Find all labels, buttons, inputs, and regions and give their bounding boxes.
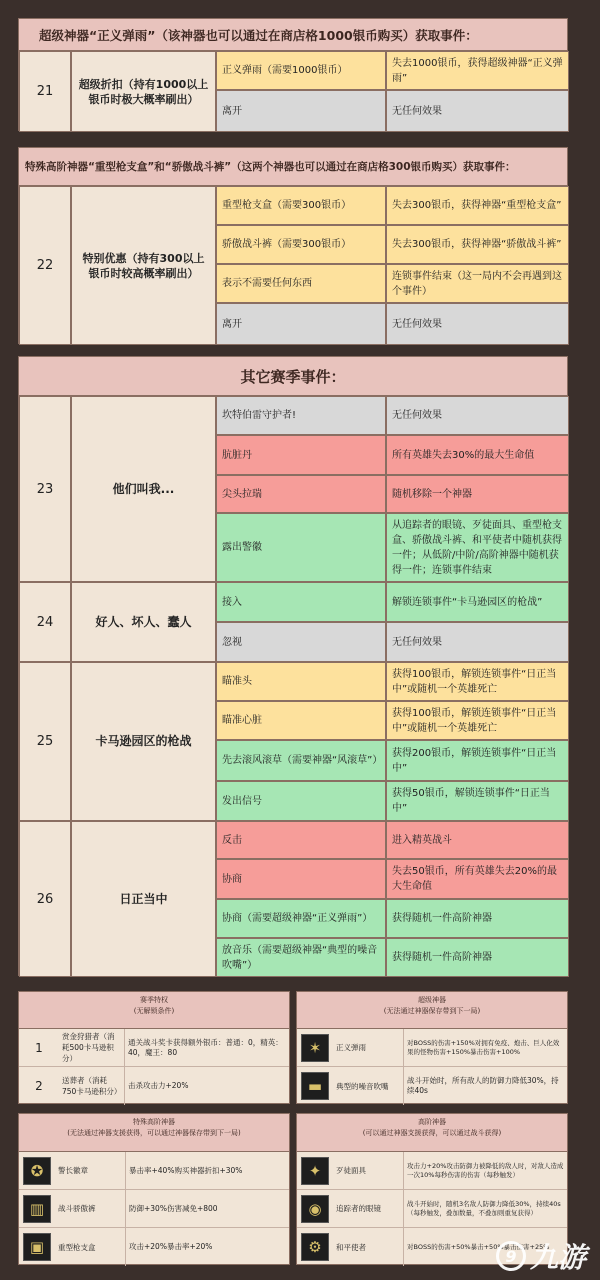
section-special-artifact [18, 147, 568, 344]
result-cell: 所有英雄失去30%的最大生命值 [386, 435, 569, 475]
artifact-row [19, 1228, 289, 1266]
result-cell: 获得随机一件高阶神器 [386, 899, 569, 938]
event-number: 24 [19, 582, 71, 662]
artifact-effect: 战斗开始时，随机3名敌人防御力降低30%，持续40s（每秒触发，叠加数量，不叠加则重复获得） [403, 1190, 567, 1227]
watermark-logo-icon: 9 [496, 1241, 526, 1271]
result-cell: 随机移除一个神器 [386, 475, 569, 513]
perk-index: 1 [35, 1040, 43, 1055]
artifact-name: 歹徒面具 [336, 1166, 366, 1175]
perk-name: 赏金狩猎者（消耗500卡马逊积分） [62, 1032, 115, 1063]
section-super-artifact [18, 18, 568, 131]
event-number: 26 [19, 821, 71, 977]
option-cell: 发出信号 [216, 781, 386, 821]
panel-title: 高阶神器 [418, 1118, 446, 1126]
artifact-name: 追踪者的眼镜 [336, 1204, 381, 1213]
event-name: 特别优惠（持有300以上银币时较高概率刷出） [71, 186, 216, 345]
event-name: 日正当中 [71, 821, 216, 977]
panel-subtitle: (无法通过神器支援获得，可以通过神器保存带到下一局) [67, 1129, 241, 1137]
result-cell: 失去50银币，所有英雄失去20%的最大生命值 [386, 859, 569, 899]
season-perks-panel [18, 991, 290, 1104]
option-cell: 肮脏丹 [216, 435, 386, 475]
perk-row [19, 1029, 289, 1067]
result-cell: 无任何效果 [386, 303, 569, 345]
panel-header [297, 992, 567, 1029]
panel-title: 超级神器 [418, 996, 446, 1004]
battle-pants-icon: ▥ [23, 1195, 51, 1223]
harmonica-icon: ▬ [301, 1072, 329, 1100]
section-title: 特殊高阶神器“重型枪支盒”和“骄傲战斗裤”（这两个神器也可以通过在商店格300银币购买）获取事件： [19, 148, 567, 186]
panel-header [19, 992, 289, 1029]
watermark [496, 1236, 586, 1276]
event-number: 23 [19, 396, 71, 582]
option-cell: 放音乐（需要超级神器“典型的噪音吹嘴”） [216, 938, 386, 977]
panel-subtitle: (无法通过神器保存带到下一局) [383, 1007, 481, 1015]
result-cell: 获得100银币，解锁连锁事件“日正当中”或随机一个英雄死亡 [386, 662, 569, 701]
artifact-row [297, 1067, 567, 1105]
option-cell: 协商 [216, 859, 386, 899]
result-cell: 失去300银币，获得神器“骄傲战斗裤” [386, 225, 569, 264]
option-cell: 骄傲战斗裤（需要300银币） [216, 225, 386, 264]
gun-case-icon: ▣ [23, 1233, 51, 1261]
option-cell: 瞄准心脏 [216, 701, 386, 740]
perk-index: 2 [35, 1079, 43, 1093]
section-title: 其它赛季事件： [19, 357, 567, 396]
option-cell: 接入 [216, 582, 386, 622]
tracker-glasses-icon: ◉ [301, 1195, 329, 1223]
artifact-row [19, 1190, 289, 1228]
option-cell: 反击 [216, 821, 386, 859]
section-season-events [18, 356, 568, 976]
artifact-effect: 对BOSS的伤害+150%对拥有免疫、炮击、巨人化效果的怪物伤害+150%暴击伤害+100% [403, 1029, 567, 1066]
artifact-effect: 攻击+20%暴击率+20% [125, 1228, 289, 1266]
result-cell: 获得100银币，解锁连锁事件“日正当中”或随机一个英雄死亡 [386, 701, 569, 740]
result-cell: 无任何效果 [386, 396, 569, 435]
panel-subtitle: (可以通过神器支援获得，可以通过战斗获得) [362, 1129, 502, 1137]
result-cell: 进入精英战斗 [386, 821, 569, 859]
event-number: 22 [19, 186, 71, 345]
perk-row [19, 1067, 289, 1105]
bullet-rain-icon: ✶ [301, 1034, 329, 1062]
artifact-effect: 战斗开始时，所有敌人的防御力降低30%，持续40s [403, 1067, 567, 1105]
result-cell: 从追踪者的眼镜、歹徒面具、重型枪支盒、骄傲战斗裤、和平使者中随机获得一件；从低阶/中阶/高阶神器中随机获得一件；连锁事件结束 [386, 513, 569, 582]
artifact-effect: 对BOSS的伤害+50%暴击+50%暴击伤害+25% [403, 1228, 567, 1266]
option-cell: 露出警徽 [216, 513, 386, 582]
result-cell: 失去300银币，获得神器“重型枪支盒” [386, 186, 569, 225]
option-cell: 尖头拉瑞 [216, 475, 386, 513]
result-cell: 无任何效果 [386, 622, 569, 662]
artifact-row [297, 1029, 567, 1067]
option-cell: 离开 [216, 303, 386, 345]
artifact-row [297, 1152, 567, 1190]
artifact-row [19, 1152, 289, 1190]
event-name: 卡马逊园区的枪战 [71, 662, 216, 821]
artifact-row [297, 1190, 567, 1228]
artifact-name: 正义弹雨 [336, 1043, 366, 1052]
artifact-name: 和平使者 [336, 1242, 366, 1252]
panel-header [19, 1114, 289, 1152]
option-cell: 正义弹雨（需要1000银币） [216, 51, 386, 90]
panel-subtitle: (无解锁条件) [133, 1007, 175, 1015]
option-cell: 忽视 [216, 622, 386, 662]
event-name: 超级折扣（持有1000以上银币时极大概率刷出） [71, 51, 216, 132]
result-cell: 获得50银币，解锁连锁事件“日正当中” [386, 781, 569, 821]
option-cell: 重型枪支盒（需要300银币） [216, 186, 386, 225]
result-cell: 获得随机一件高阶神器 [386, 938, 569, 977]
artifact-name: 典型的噪音吹嘴 [336, 1081, 389, 1091]
result-cell: 解锁连锁事件“卡马逊园区的枪战” [386, 582, 569, 622]
special-artifacts-panel [18, 1113, 290, 1265]
event-name: 好人、坏人、蠢人 [71, 582, 216, 662]
peacemaker-revolver-icon: ⚙ [301, 1233, 329, 1261]
result-cell: 失去1000银币，获得超级神器“正义弹雨” [386, 51, 569, 90]
event-name: 他们叫我... [71, 396, 216, 582]
option-cell: 离开 [216, 90, 386, 132]
super-artifacts-panel [296, 991, 568, 1104]
option-cell: 先去滚风滚草（需要神器“风滚草”） [216, 740, 386, 781]
result-cell: 获得200银币，解锁连锁事件“日正当中” [386, 740, 569, 781]
artifact-effect: 防御+30%伤害减免+800 [125, 1190, 289, 1227]
event-number: 25 [19, 662, 71, 821]
option-cell: 坎特伯雷守护者! [216, 396, 386, 435]
section-title: 超级神器“正义弹雨”（该神器也可以通过在商店格1000银币购买）获取事件： [19, 19, 567, 51]
artifact-effect: 暴击率+40%购买神器折扣+30% [125, 1152, 289, 1189]
option-cell: 协商（需要超级神器“正义弹雨”） [216, 899, 386, 938]
panel-title: 赛季特权 [140, 996, 168, 1004]
bandit-mask-icon: ✦ [301, 1157, 329, 1185]
result-cell: 连锁事件结束（这一局内不会再遇到这个事件） [386, 264, 569, 303]
watermark-text: 九游 [529, 1241, 586, 1274]
artifact-name: 警长徽章 [58, 1166, 88, 1175]
artifact-effect: 攻击力+20%攻击防御力被降低的敌人时，对敌人造成一次10%每秒伤害的伤害（每秒触发） [403, 1152, 567, 1189]
perk-effect: 通关战斗奖卡获得额外银币：普通：0，精英：40，魔王：80 [124, 1029, 289, 1066]
perk-effect: 击杀攻击力+20% [124, 1067, 289, 1105]
panel-title: 特殊高阶神器 [133, 1118, 175, 1126]
sheriff-badge-icon: ✪ [23, 1157, 51, 1185]
perk-name: 送葬者（消耗750卡马逊积分） [62, 1076, 122, 1096]
event-number: 21 [19, 51, 71, 132]
panel-header [297, 1114, 567, 1152]
artifact-name: 重型枪支盒 [58, 1242, 96, 1252]
option-cell: 表示不需要任何东西 [216, 264, 386, 303]
artifact-name: 战斗骄傲裤 [58, 1204, 96, 1213]
result-cell: 无任何效果 [386, 90, 569, 132]
option-cell: 瞄准头 [216, 662, 386, 701]
